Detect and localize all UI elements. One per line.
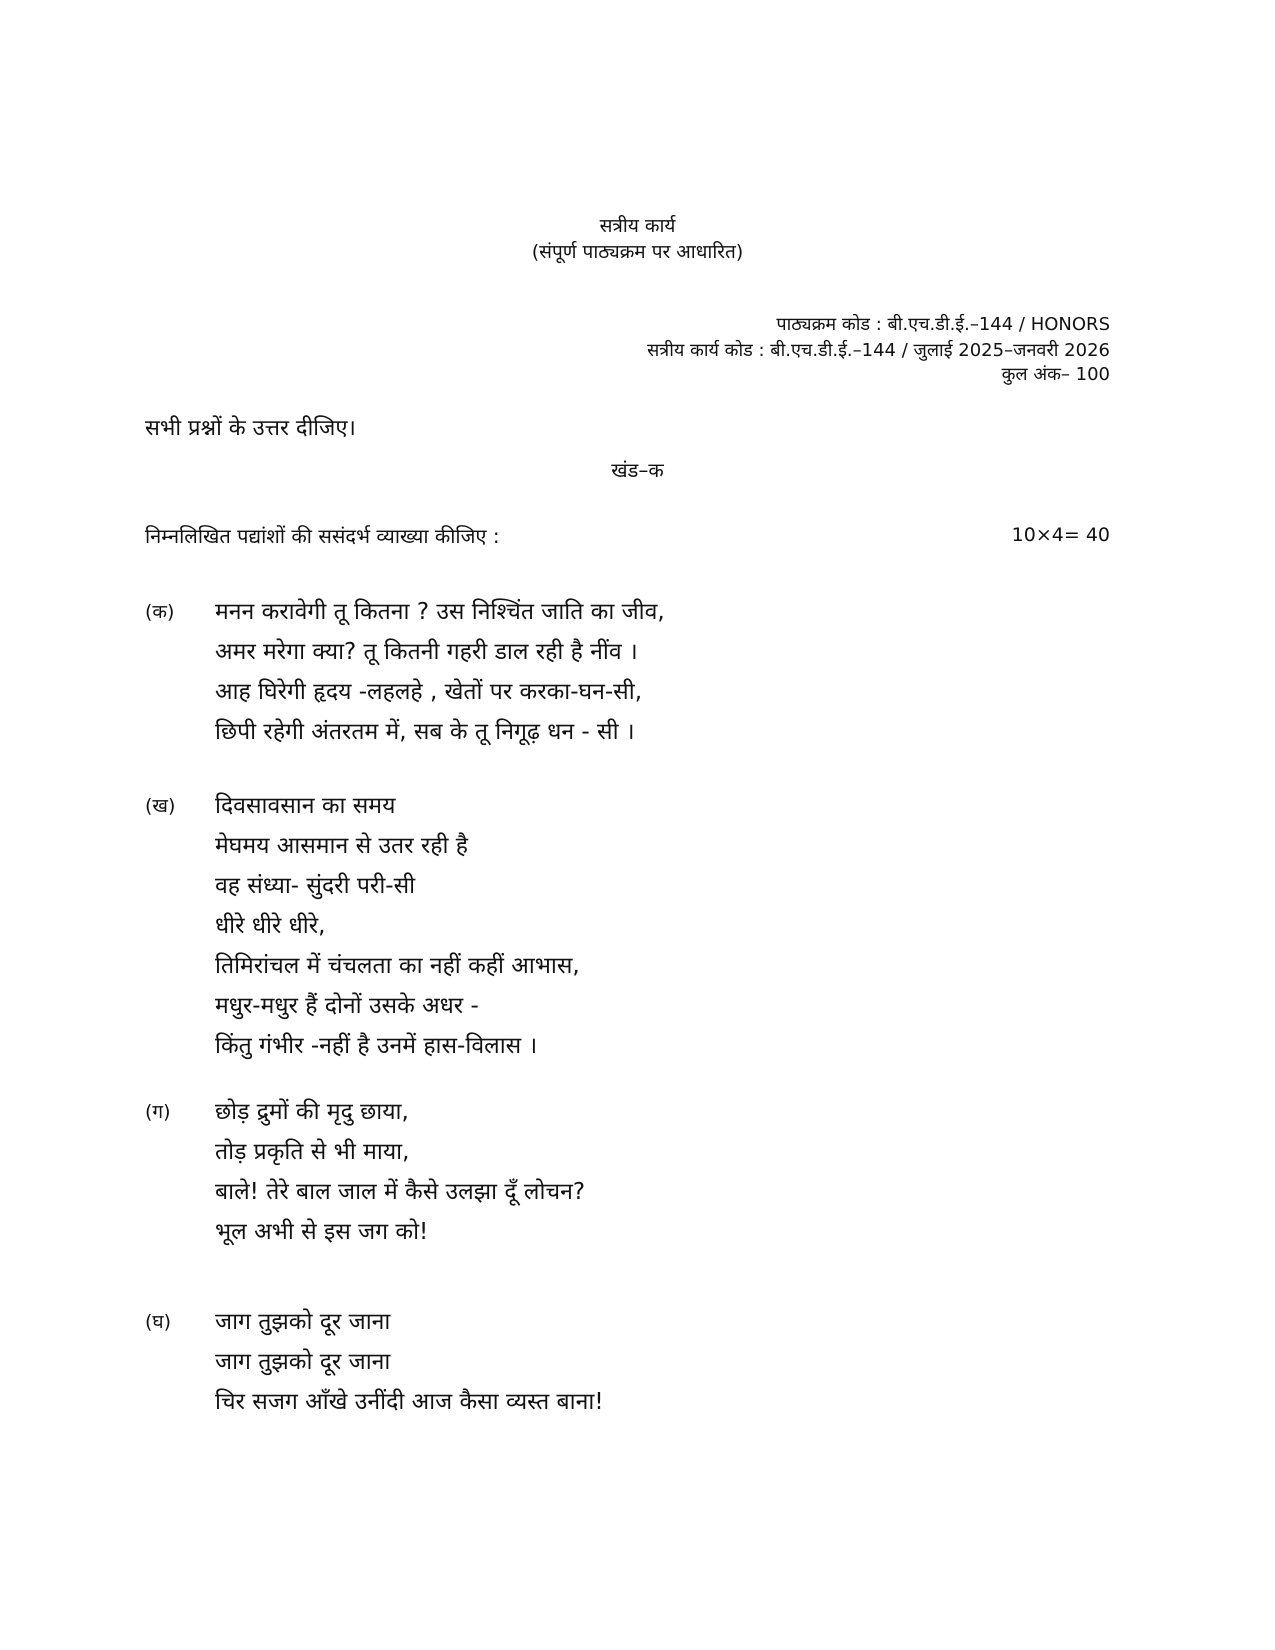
verse-line: जाग तुझको दूर जाना [215,1349,391,1375]
verse-line: मेघमय आसमान से उतर रही है [215,833,468,859]
verse-line: दिवसावसान का समय [215,793,396,819]
assignment-title: सत्रीय कार्य [599,215,676,237]
section-title: खंड–क [611,458,664,482]
verse-line: किंतु गंभीर -नहीं है उनमें हास-विलास । [215,1033,538,1059]
verse-label-ka: (क) [145,601,175,623]
verse-line: आह घिरेगी हृदय -लहलहे , खेतों पर करका-घन-सी, [215,679,643,705]
verse-label-kha: (ख) [145,795,176,817]
question-marks: 10×4= 40 [1011,524,1110,546]
verse-line: चिर सजग आँखे उनींदी आज कैसा व्यस्त बाना! [215,1389,604,1415]
course-code: पाठ्यक्रम कोड : बी.एच.डी.ई.–144 / HONORS [776,314,1110,335]
verse-line: बाले! तेरे बाल जाल में कैसे उलझा दूँ लोचन? [215,1179,586,1205]
verse-line: छिपी रहेगी अंतरतम में, सब के तू निगूढ़ धन - सी । [215,719,635,745]
verse-label-ga: (ग) [145,1101,171,1123]
assignment-subtitle: (संपूर्ण पाठ्यक्रम पर आधारित) [531,241,744,263]
verse-line: तोड़ प्रकृति से भी माया, [215,1139,410,1165]
assignment-code: सत्रीय कार्य कोड : बी.एच.डी.ई.–144 / जुलाई 2025–जनवरी 2026 [647,340,1110,361]
verse-line: भूल अभी से इस जग को! [215,1219,429,1245]
verse-line: धीरे धीरे धीरे, [215,913,326,939]
verse-line: मनन करावेगी तू कितना ? उस निश्चिंत जाति का जीव, [215,599,665,625]
question-text: निम्नलिखित पद्यांशों की ससंदर्भ व्याख्या कीजिए : [145,524,500,548]
total-marks: कुल अंक– 100 [1001,364,1110,385]
verse-line: तिमिरांचल में चंचलता का नहीं कहीं आभास, [215,953,580,979]
verse-line: अमर मरेगा क्या? तू कितनी गहरी डाल रही है नींव । [215,639,638,665]
verse-line: जाग तुझको दूर जाना [215,1309,391,1335]
verse-line: मधुर-मधुर हैं दोनों उसके अधर - [215,993,479,1019]
verse-line: छोड़ द्रुमों की मृदु छाया, [215,1099,409,1125]
verse-label-gha: (घ) [145,1311,172,1333]
instruction-text: सभी प्रश्नों के उत्तर दीजिए। [145,416,356,441]
verse-line: वह संध्या- सुंदरी परी-सी [215,873,416,899]
